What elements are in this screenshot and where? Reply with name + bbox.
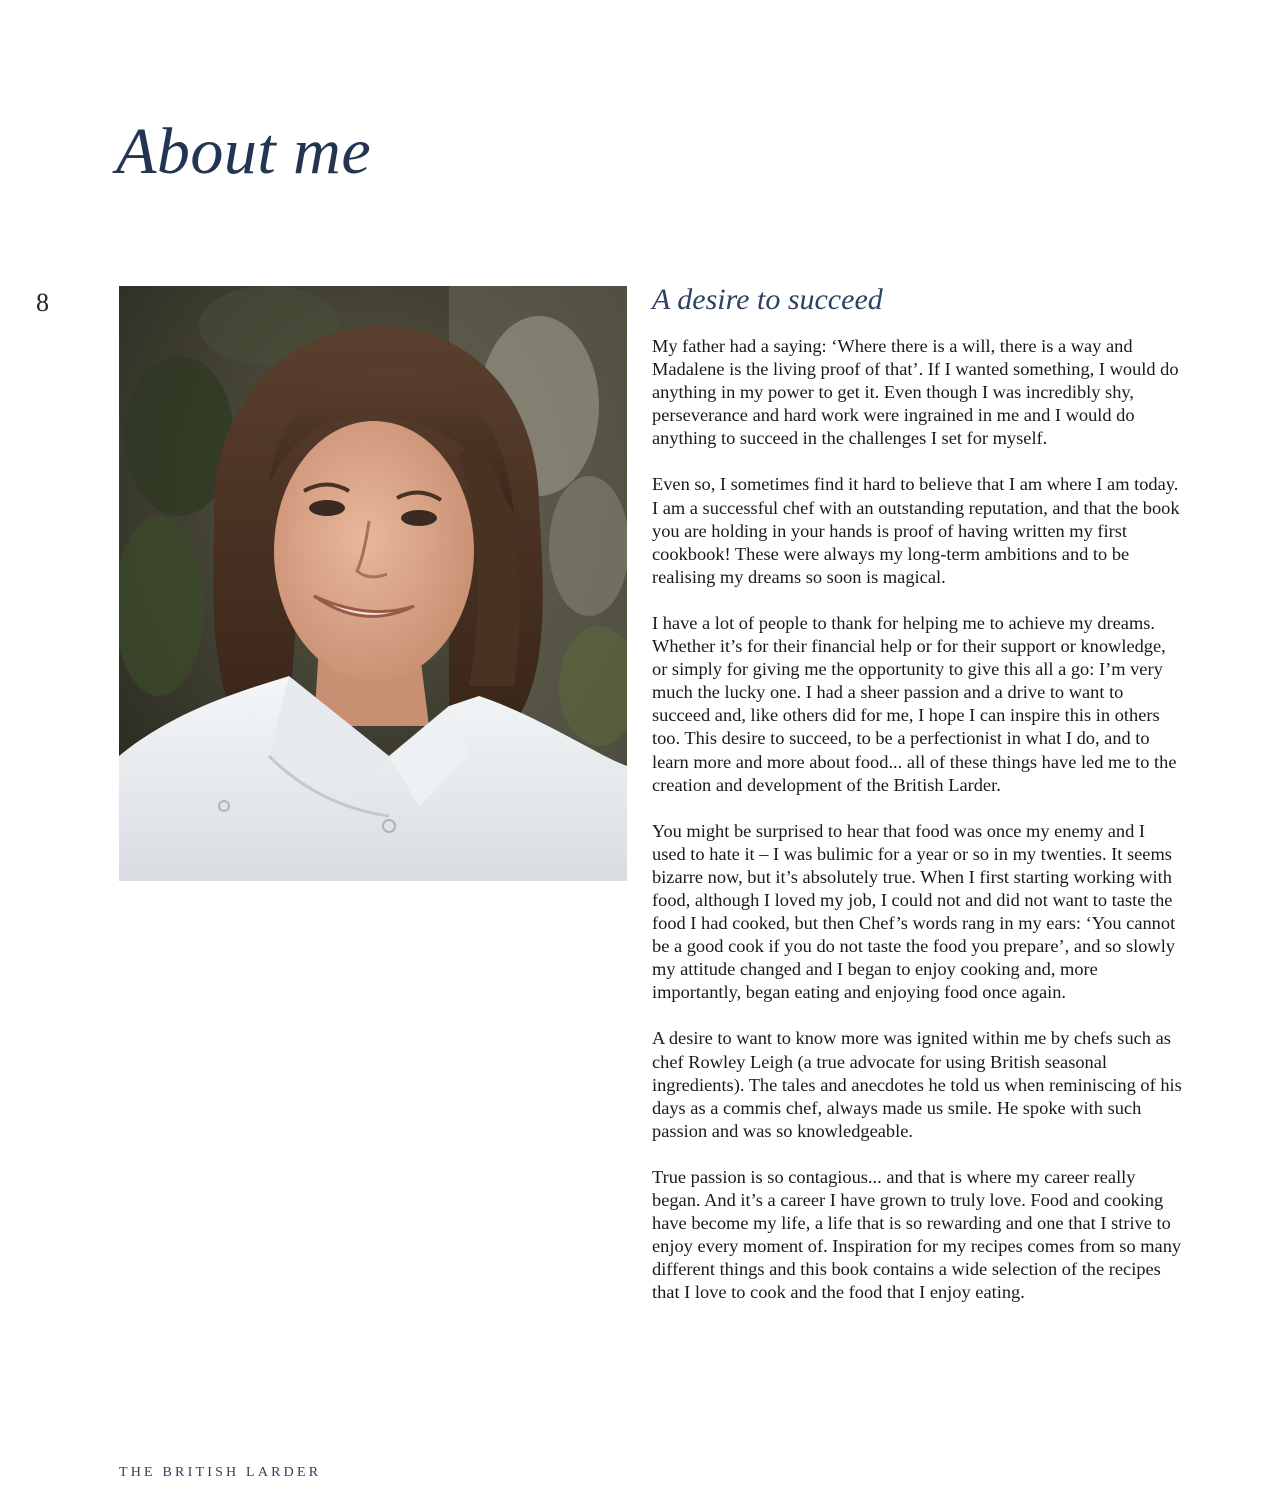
section-heading: A desire to succeed <box>652 283 883 316</box>
body-paragraph: Even so, I sometimes find it hard to believe that I am where I am today. I am a successful chef with an outstanding reputation, and that the book you are holding in your hands is proof of having written my first cookbook! These were always my long-term ambitions and to be realising my dreams so soon is magical. <box>652 474 1180 587</box>
body-paragraph: My father had a saying: ‘Where there is a will, there is a way and Madalene is the living proof of that’. If I wanted something, I would do anything in my power to get it. Even though I was incredibly shy, perseverance and hard work were ingrained in me and I would do anything to succeed in the challenges I set for myself. <box>652 336 1179 449</box>
body-paragraph: A desire to want to know more was ignited within me by chefs such as chef Rowley Leigh (a true advocate for using British seasonal ingredients). The tales and anecdotes he told us when reminiscing of his days as a commis chef, always made us smile. He spoke with such passion and was so knowledgeable. <box>652 1028 1182 1141</box>
body-paragraph: I have a lot of people to thank for helping me to achieve my dreams. Whether it’s for their financial help or for their support or knowledge, or simply for giving me the opportunity to give this all a go: I’m very much the lucky one. I had a sheer passion and a drive to want to succeed and, like others did for me, I hope I can inspire this in others too. This desire to succeed, to be a perfectionist in what I do, and to learn more and more about food... all of these things have led me to the creation and development of the British Larder. <box>652 612 1177 795</box>
about-section <box>652 283 1182 1327</box>
chef-portrait-photo <box>119 286 627 881</box>
body-paragraph: You might be surprised to hear that food was once my enemy and I used to hate it – I was bulimic for a year or so in my twenties. It seems bizarre now, but it’s absolutely true. When I first starting working with food, although I loved my job, I could not and did not want to taste the food I had cooked, but then Chef’s words rang in my ears: ‘You cannot be a good cook if you do not taste the food you prepare’, and so slowly my attitude changed and I began to enjoy cooking and, more importantly, began eating and enjoying food once again. <box>652 820 1176 1003</box>
body-paragraph: True passion is so contagious... and that is where my career really began. And it’s a career I have grown to truly love. Food and cooking have become my life, a life that is so rewarding and one that I strive to enjoy every moment of. Inspiration for my recipes comes from so many different things and this book contains a wide selection of the recipes that I love to cook and the food that I enjoy eating. <box>652 1166 1182 1303</box>
page-number: 8 <box>36 288 49 317</box>
footer-book-title: THE BRITISH LARDER <box>119 1465 322 1480</box>
page-title: About me <box>116 115 372 188</box>
